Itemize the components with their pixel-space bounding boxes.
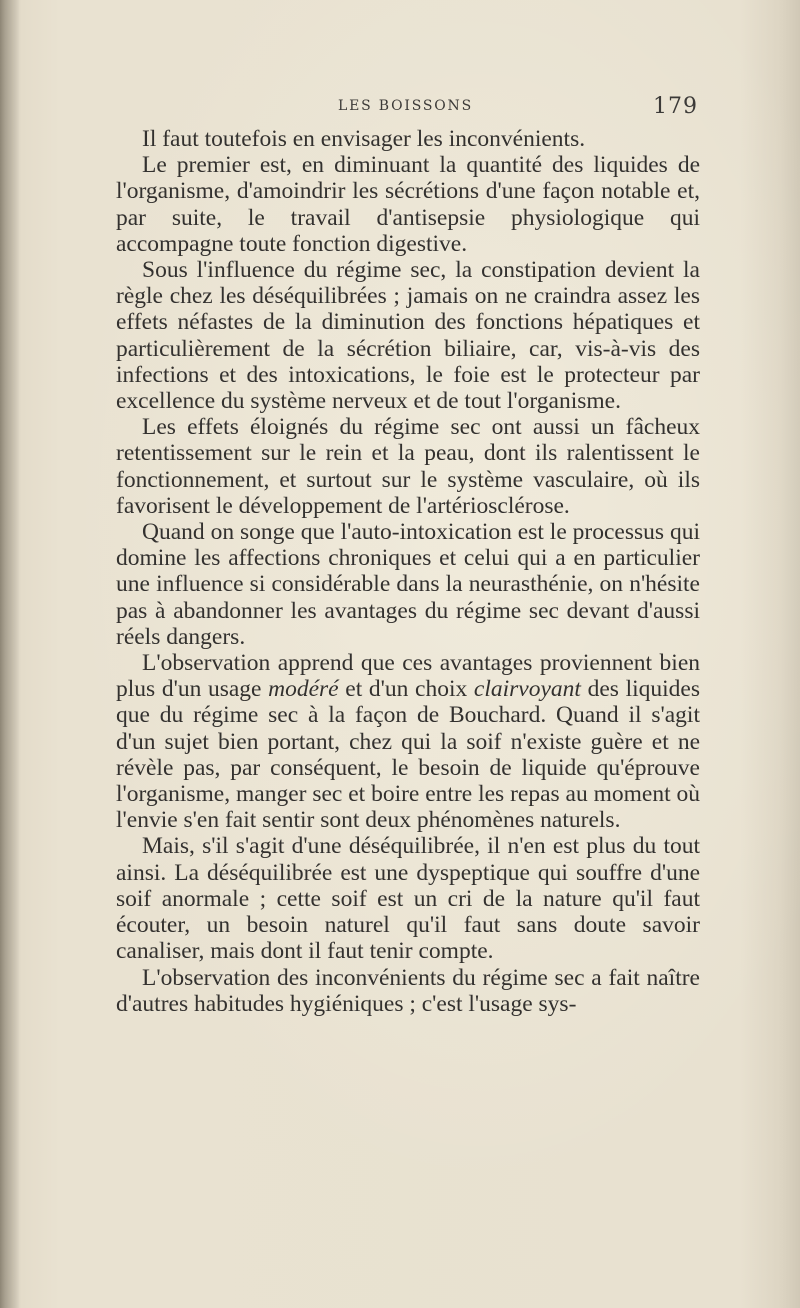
paragraph: Les effets éloignés du régime sec ont aussi un fâcheux retentissement sur le rein et la peau, dont ils ralentissent le fonctionnement, et surtout sur le système vasculaire, où ils favorisent le développement de l'artériosclérose. [116, 414, 700, 519]
body-text [116, 126, 700, 1017]
paragraph: Mais, s'il s'agit d'une déséquilibrée, il n'en est plus du tout ainsi. La déséquilibrée est une dyspeptique qui souffre d'une soif anormale ; cette soif est un cri de la nature qu'il faut écouter, un besoin naturel qu'il faut sans doute savoir canaliser, mais dont il faut tenir compte. [116, 833, 700, 965]
paragraph: Sous l'influence du régime sec, la constipation devient la règle chez les déséquilibrées ; jamais on ne craindra assez les effets néfastes de la diminution des fonctions hépatiques et particulièrement de la sécrétion biliaire, car, vis-à-vis des infections et des intoxications, le foie est le protecteur par excellence du système nerveux et de tout l'organisme. [116, 257, 700, 415]
page-number: 179 [653, 94, 698, 119]
page-header [116, 92, 700, 122]
paragraph-text-segment: et d'un choix [338, 676, 474, 703]
page-binding-shadow [0, 0, 20, 1308]
paragraph: Quand on songe que l'auto-intoxication est le processus qui domine les affections chroniques et celui qui a en particulier une influence si considérable dans la neurasthénie, on n'hésite pas à abandonner les avantages du régime sec devant d'aussi réels dangers. [116, 519, 700, 650]
paragraph: L'observation des inconvénients du régime sec a fait naître d'autres habitudes hygiéniques ; c'est l'usage sys- [116, 964, 700, 1017]
paragraph: Le premier est, en diminuant la quantité des liquides de l'organisme, d'amoindrir les sécrétions d'une façon notable et, par suite, le travail d'antisepsie physiologique qui accompagne toute fonction digestive. [116, 152, 700, 257]
paragraph-text-segment: L'observation apprend que ces avantages proviennent bien plus d'un usage [116, 650, 700, 703]
paragraph-text-segment: des liquides que du régime sec à la façon de Bouchard. Quand il s'agit d'un sujet bien portant, chez qui la soif n'existe guère et ne révèle pas, par conséquent, le besoin de liquide qu'éprouve l'organisme, manger sec et boire entre les repas au moment où l'envie s'en fait sentir sont deux phénomènes naturels. [116, 676, 700, 834]
paragraph [116, 650, 700, 833]
running-head: LES BOISSONS [338, 98, 473, 114]
italic-term: clairvoyant [473, 676, 581, 703]
italic-term: modéré [268, 676, 339, 703]
paragraph: Il faut toutefois en envisager les inconvénients. [142, 126, 586, 152]
